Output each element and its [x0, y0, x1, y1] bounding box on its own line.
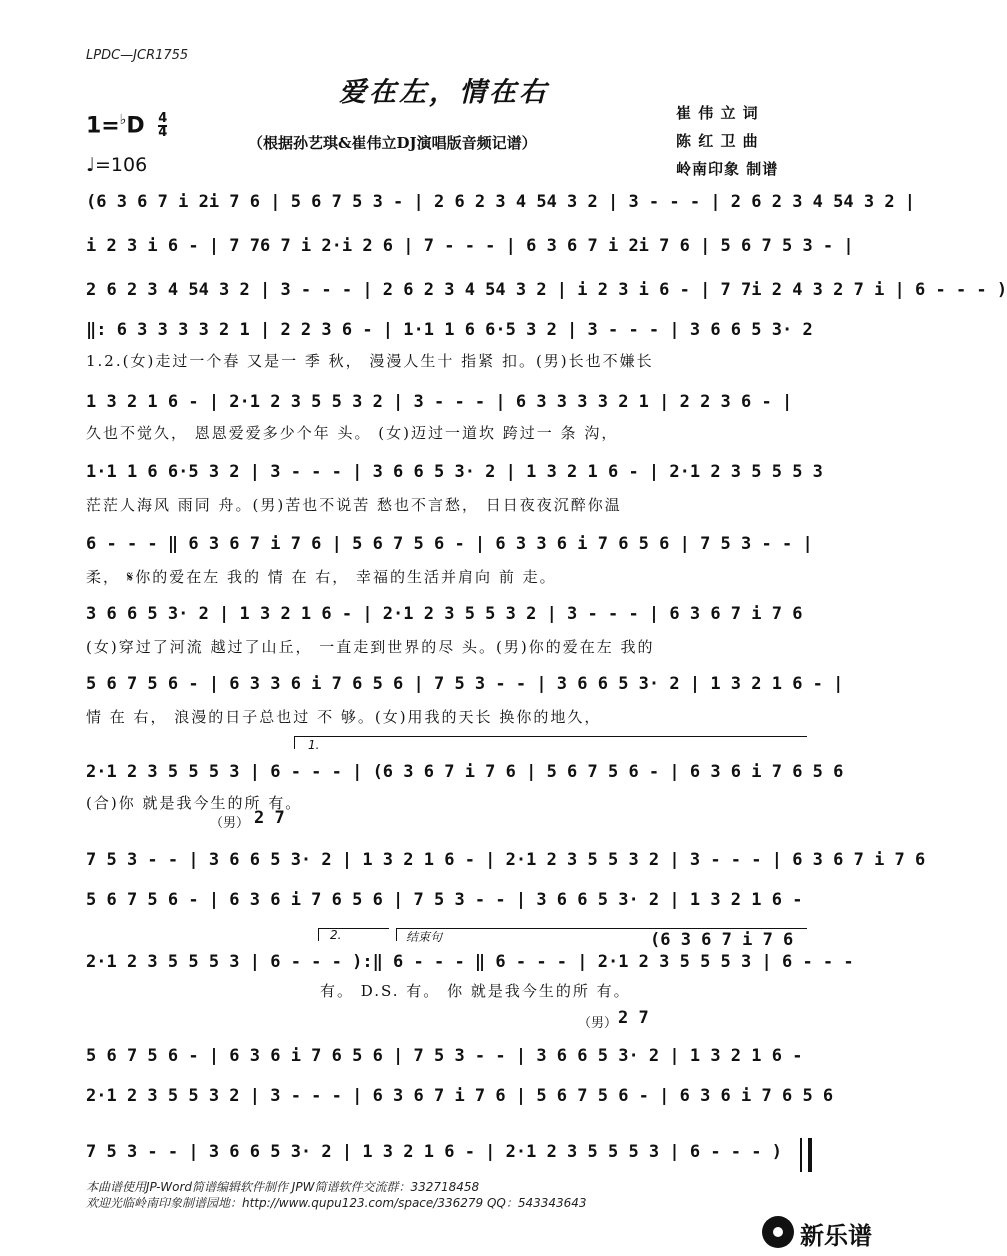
page-title: 爱在左，情在右: [339, 77, 549, 108]
male-part-notes-2: 2 7: [618, 1008, 649, 1028]
subtitle: （根据孙艺琪&崔伟立DJ演唱版音频记谱）: [248, 134, 537, 152]
footer-software-note: 本曲谱使用JP-Word简谱编辑软件制作 JPW简谱软件交流群：332718458: [86, 1180, 480, 1194]
score-line-7: 6 - - - ‖ 6 3 6 7 i 7 6 | 5 6 7 5 6 - | 6 3 3 6 i 7 6 5 6 | 7 5 3 - - |: [86, 534, 813, 554]
score-line-1: (6 3 6 7 i 2i 7 6 | 5 6 7 5 3 - | 2 6 2 3 4 54 3 2 | 3 - - - | 2 6 2 3 4 54 3 2 |: [86, 192, 916, 212]
arranger-credit: 岭南印象 制谱: [676, 160, 779, 178]
final-barline: [800, 1138, 812, 1172]
flat-accidental: ♭: [119, 112, 127, 128]
score-code: LPDC—JCR1755: [86, 48, 189, 63]
key-note: D: [126, 113, 145, 139]
volta-2-bracket: [318, 928, 389, 941]
lyric-line-5: 久也不觉久， 恩恩爱爱多少个年 头。 (女)迈过一道坎 跨过一 条 沟，: [86, 424, 619, 442]
tempo-value: =106: [94, 154, 148, 176]
male-part-label-2: （男）: [578, 1016, 618, 1031]
lyric-line-6: 茫茫人海风 雨同 舟。(男)苦也不说苦 愁也不言愁， 日日夜夜沉醉你温: [86, 496, 622, 514]
score-line-8: 3 6 6 5 3· 2 | 1 3 2 1 6 - | 2·1 2 3 5 5 3 2 | 3 - - - | 6 3 6 7 i 7 6: [86, 604, 803, 624]
score-line-15: 2·1 2 3 5 5 3 2 | 3 - - - | 6 3 6 7 i 7 6 | 5 6 7 5 6 - | 6 3 6 i 7 6 5 6: [86, 1086, 834, 1106]
score-line-9: 5 6 7 5 6 - | 6 3 3 6 i 7 6 5 6 | 7 5 3 - - | 3 6 6 5 3· 2 | 1 3 2 1 6 - |: [86, 674, 844, 694]
tempo-marking: [86, 154, 147, 176]
score-line-10: 2·1 2 3 5 5 5 3 | 6 - - - | (6 3 6 7 i 7 6 | 5 6 7 5 6 - | 6 3 6 i 7 6 5 6: [86, 762, 844, 782]
score-line-5: 1 3 2 1 6 - | 2·1 2 3 5 5 3 2 | 3 - - - | 6 3 3 3 3 2 1 | 2 2 3 6 - |: [86, 392, 793, 412]
ending-label: 结束句: [406, 930, 443, 944]
volta-1-bracket: [294, 736, 807, 749]
lyric-line-4: 1.2.(女)走过一个春 又是一 季 秋， 漫漫人生十 指紧 扣。(男)长也不嫌长: [86, 352, 654, 370]
score-line-16: 7 5 3 - - | 3 6 6 5 3· 2 | 1 3 2 1 6 - | 2·1 2 3 5 5 5 3 | 6 - - - ): [86, 1142, 782, 1162]
male-part-label: （男）: [210, 816, 250, 831]
score-line-13-upper: (6 3 6 7 i 7 6: [650, 930, 794, 950]
score-line-4: ‖: 6 3 3 3 3 2 1 | 2 2 3 6 - | 1·1 1 6 6·5 3 2 | 3 - - - | 3 6 6 5 3· 2: [86, 320, 813, 340]
site-logo: [762, 1214, 882, 1252]
male-part-notes: 2 7: [254, 808, 285, 828]
logo-text: 新乐谱: [800, 1222, 872, 1250]
time-bottom: 4: [158, 125, 168, 141]
lyric-line-10: (合)你 就是我今生的所 有。: [86, 794, 303, 812]
lyric-line-9: 情 在 右， 浪漫的日子总也过 不 够。(女)用我的天长 换你的地久，: [86, 708, 602, 726]
score-line-2: i 2 3 i 6 - | 7 76 7 i 2·i 2 6 | 7 - - - | 6 3 6 7 i 2i 7 6 | 5 6 7 5 3 - |: [86, 236, 854, 256]
lyric-line-13: 有。 D.S. 有。 你 就是我今生的所 有。: [320, 982, 631, 1000]
lyricist-credit: 崔 伟 立 词: [676, 104, 759, 122]
score-line-14: 5 6 7 5 6 - | 6 3 6 i 7 6 5 6 | 7 5 3 - - | 3 6 6 5 3· 2 | 1 3 2 1 6 -: [86, 1046, 803, 1066]
key-prefix: 1=: [86, 113, 120, 139]
composer-credit: 陈 红 卫 曲: [676, 132, 759, 150]
score-line-3: 2 6 2 3 4 54 3 2 | 3 - - - | 2 6 2 3 4 54 3 2 | i 2 3 i 6 - | 7 7i 2 4 3 2 7 i | 6 - - - ): [86, 280, 1007, 300]
score-line-13: 2·1 2 3 5 5 5 3 | 6 - - - ):‖ 6 - - - ‖ 6 - - - | 2·1 2 3 5 5 5 3 | 6 - - -: [86, 952, 854, 972]
volta-1-label: 1.: [308, 738, 320, 752]
footer-website-note: 欢迎光临岭南印象制谱园地：http://www.qupu123.com/space/336279 QQ：543343643: [86, 1196, 587, 1210]
quarter-note-icon: ♩: [86, 154, 95, 176]
time-signature: [158, 113, 167, 139]
score-line-12: 5 6 7 5 6 - | 6 3 6 i 7 6 5 6 | 7 5 3 - - | 3 6 6 5 3· 2 | 1 3 2 1 6 -: [86, 890, 803, 910]
score-line-11: 7 5 3 - - | 3 6 6 5 3· 2 | 1 3 2 1 6 - | 2·1 2 3 5 5 3 2 | 3 - - - | 6 3 6 7 i 7 6: [86, 850, 926, 870]
volta-2-label: 2.: [330, 928, 342, 942]
key-signature: [86, 112, 167, 139]
lyric-line-7: 柔， 𝄋你的爱在左 我的 情 在 右， 幸福的生活并肩向 前 走。: [86, 568, 557, 586]
lyric-line-8: (女)穿过了河流 越过了山丘， 一直走到世界的尽 头。(男)你的爱在左 我的: [86, 638, 655, 656]
time-top: 4: [158, 111, 168, 127]
record-disc-icon: [762, 1216, 794, 1248]
score-line-6: 1·1 1 6 6·5 3 2 | 3 - - - | 3 6 6 5 3· 2 | 1 3 2 1 6 - | 2·1 2 3 5 5 5 3: [86, 462, 823, 482]
